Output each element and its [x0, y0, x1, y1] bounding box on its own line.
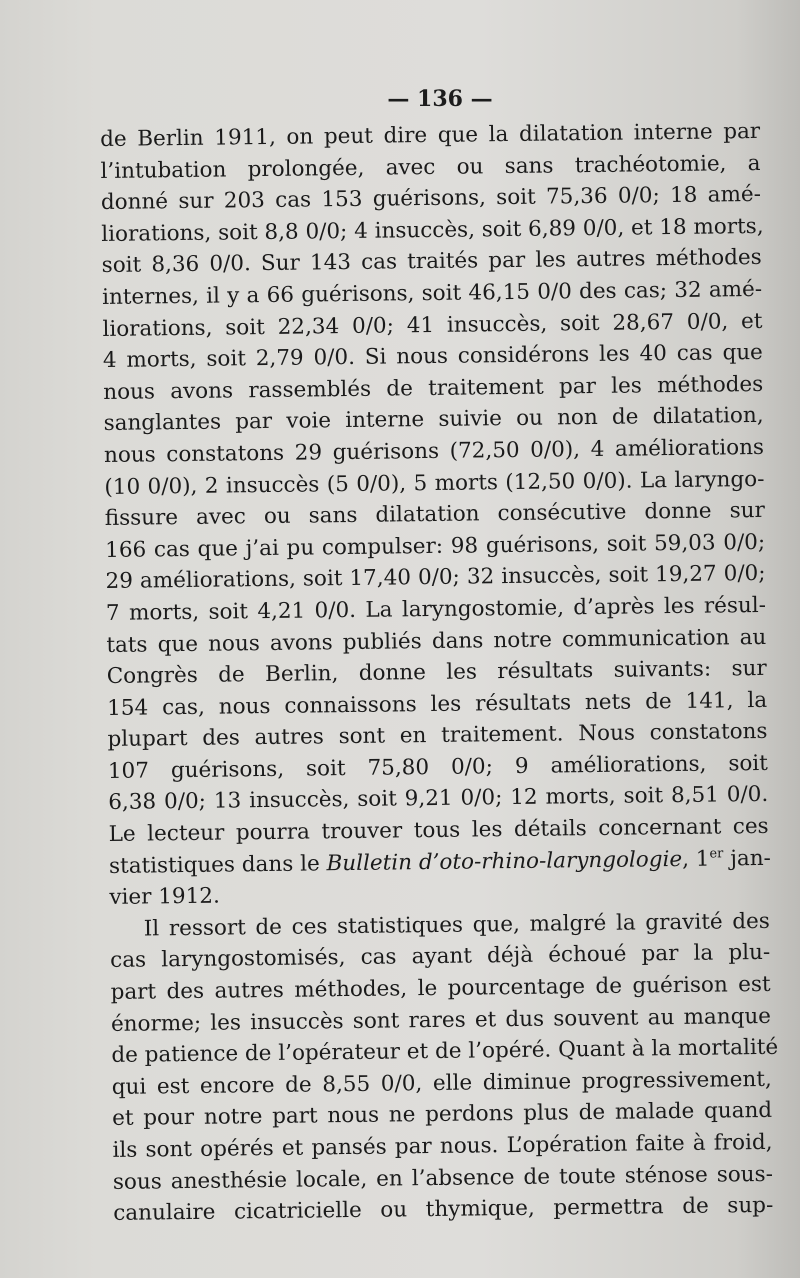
journal-title: Bulletin d’oto-rhino-laryngologie [326, 846, 683, 876]
text-line: et pour notre part nous ne perdons plus de malade quand [112, 1098, 773, 1132]
text-line: tats que nous avons publiés dans notre communication au [106, 624, 767, 658]
text-line: 6,38 0/0; 13 insuccès, soit 9,21 0/0; 12 morts, soit 8,51 0/0. [108, 782, 769, 816]
text-line: soit 8,36 0/0. Sur 143 cas traités par les autres méthodes [101, 245, 762, 279]
text-line: ils sont opérés et pansés par nous. L’opération faite à froid, [112, 1129, 773, 1163]
text-line: de Berlin 1911, on peut dire que la dilatation interne par [100, 118, 761, 152]
text-line: canulaire cicatricielle ou thymique, permettra de sup- [113, 1193, 774, 1227]
text-line: énorme; les insuccès sont rares et dus souvent au manque [110, 1003, 772, 1037]
text-line: plupart des autres sont en traitement. Nous constatons [107, 719, 768, 753]
text-line: 4 morts, soit 2,79 0/0. Si nous considérons les 40 cas que [102, 340, 763, 374]
text-line: Le lecteur pourra trouver tous les détails concernant ces [108, 813, 769, 848]
text-line: 166 cas que j’ai pu compulser: 98 guérisons, soit 59,03 0/0; [105, 529, 766, 563]
text-line: part des autres méthodes, le pourcentage de guérison est [110, 971, 771, 1005]
citation-prefix: statistiques dans le [108, 850, 327, 879]
body-text [100, 116, 779, 1230]
text-line: sanglantes par voie interne suivie ou non de dilatation, [103, 403, 764, 437]
text-line: 154 cas, nous connaissons les résultats nets de 141, la [106, 687, 768, 721]
page-number: — 136 — [387, 86, 493, 112]
ordinal-superscript: er [709, 845, 724, 862]
text-line: donné sur 203 cas 153 guérisons, soit 75,36 0/0; 18 amé- [100, 182, 762, 216]
text-line: de patience de l’opérateur et de l’opéré. Quant à la mortalité [111, 1035, 779, 1069]
text-line: qui est encore de 8,55 0/0, elle diminue progressivement, [111, 1066, 772, 1100]
text-line: Congrès de Berlin, donne les résultats suivants: sur [106, 655, 767, 690]
text-line: cas laryngostomisés, cas ayant déjà échoué par la plu- [110, 940, 771, 974]
text-line: Il ressort de ces statistiques que, malgré la gravité des [143, 908, 770, 942]
citation-month: jan- [723, 845, 772, 872]
text-line: 29 améliorations, soit 17,40 0/0; 32 insuccès, soit 19,27 0/0; [105, 561, 766, 595]
text-line: liorations, soit 22,34 0/0; 41 insuccès, soit 28,67 0/0, et [102, 308, 763, 342]
text-line: (10 0/0), 2 insuccès (5 0/0), 5 morts (12,50 0/0). La laryngo- [104, 466, 765, 500]
text-line: l’intubation prolongée, avec ou sans trachéotomie, a [100, 150, 761, 184]
paragraph-2 [110, 906, 779, 1230]
paragraph-1 [100, 116, 770, 914]
text-line: 7 morts, soit 4,21 0/0. La laryngostomie, d’après les résul- [105, 592, 767, 626]
text-line: internes, il y a 66 guérisons, soit 46,15 0/0 des cas; 32 amé- [101, 276, 763, 310]
text-line: 107 guérisons, soit 75,80 0/0; 9 améliorations, soit [107, 750, 769, 784]
text-line: sous anesthésie locale, en l’absence de toute sténose sous- [112, 1161, 774, 1195]
text-line: nous constatons 29 guérisons (72,50 0/0), 4 améliorations [103, 434, 765, 468]
citation-date: , 1 [681, 846, 710, 872]
text-line: nous avons rassemblés de traitement par les méthodes [103, 371, 764, 405]
text-line: liorations, soit 8,8 0/0; 4 insuccès, soit 6,89 0/0, et 18 morts, [101, 213, 764, 247]
text-line: fissure avec ou sans dilatation consécutive donne sur [104, 498, 765, 532]
text-line: vier 1912. [109, 883, 221, 911]
